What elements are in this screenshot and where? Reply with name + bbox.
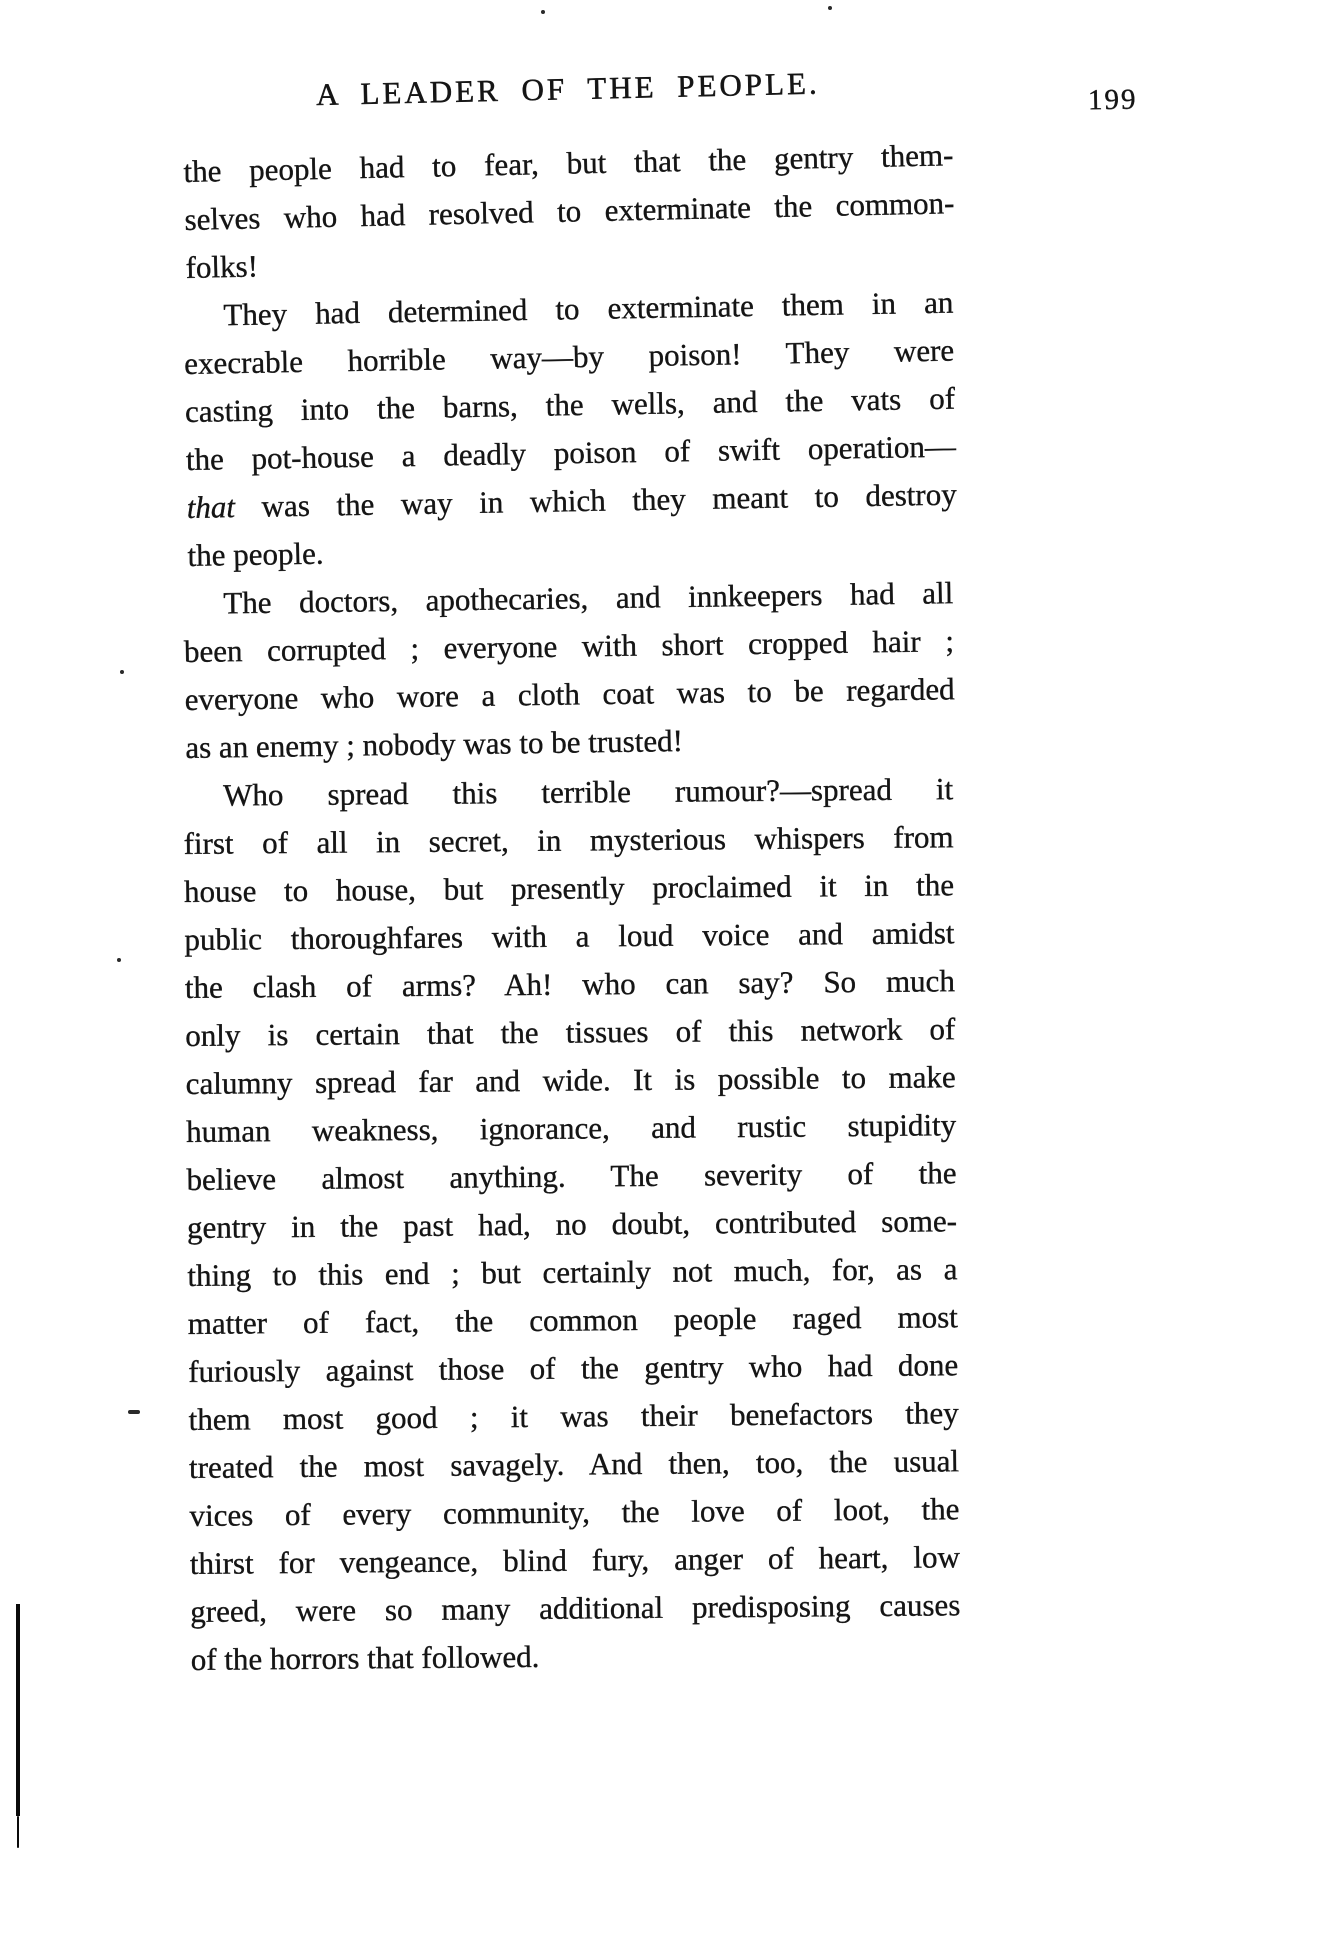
- text-line: [185, 1005, 955, 1060]
- text-segment: greed, were so many additional predisposing causes: [190, 1587, 961, 1629]
- text-segment: everyone who wore a cloth coat was to be regarded: [184, 671, 955, 717]
- text-segment: The doctors, apothecaries, and innkeepers had all: [223, 575, 954, 621]
- scan-speck: [828, 6, 832, 10]
- text-line: [186, 1053, 956, 1108]
- text-segment: matter of fact, the common people raged most: [187, 1299, 958, 1341]
- text-line: [186, 1149, 956, 1204]
- text-segment: Who spread this terrible rumour?—spread it: [223, 771, 954, 813]
- italic-text: that: [186, 489, 236, 525]
- text-segment: vices of every community, the love of loot, the: [189, 1491, 960, 1533]
- scan-speck: [541, 10, 545, 14]
- scan-speck: [128, 1410, 140, 1414]
- text-line: [185, 713, 956, 772]
- text-segment: the pot-house a deadly poison of swift operation—: [185, 428, 957, 477]
- text-segment: thing to this end ; but certainly not much, for, as a: [187, 1251, 958, 1293]
- scan-speck: [117, 958, 121, 962]
- scan-artifact-line-tail: [17, 1816, 19, 1848]
- text-line: [189, 1437, 959, 1492]
- text-line: [191, 1629, 961, 1684]
- text-segment: calumny spread far and wide. It is possible to make: [185, 1059, 956, 1101]
- text-line: [187, 1245, 957, 1300]
- text-segment: was the way in which they meant to destroy: [234, 476, 957, 525]
- text-line: [188, 1341, 958, 1396]
- text-line: [183, 765, 953, 820]
- text-segment: thirst for vengeance, blind fury, anger of heart, low: [189, 1539, 961, 1581]
- page-header: [183, 61, 954, 118]
- text-segment: public thoroughfares with a loud voice and amidst: [184, 915, 955, 957]
- text-block: [183, 137, 961, 1684]
- text-segment: first of all in secret, in mysterious whispers from: [183, 819, 954, 861]
- text-segment: of the horrors that followed.: [190, 1638, 540, 1677]
- text-segment: casting into the barns, the wells, and the vats of: [184, 380, 956, 429]
- text-segment: selves who had resolved to exterminate the common-: [184, 185, 955, 237]
- scan-speck: [120, 670, 124, 674]
- text-segment: the people had to fear, but that the gentry them-: [183, 137, 954, 189]
- text-segment: They had determined to exterminate them in an: [223, 284, 954, 333]
- running-title: A LEADER OF THE PEOPLE.: [315, 65, 821, 112]
- scan-artifact-line: [16, 1604, 20, 1816]
- text-line: [188, 1293, 958, 1348]
- paragraph: [183, 279, 958, 580]
- text-line: [187, 1197, 957, 1252]
- text-line: [183, 813, 953, 868]
- text-segment: only is certain that the tissues of this network of: [185, 1011, 956, 1053]
- page-number: 199: [1087, 83, 1138, 117]
- paragraph: [183, 131, 956, 292]
- text-segment: been corrupted ; everyone with short cropped hair ;: [183, 623, 955, 669]
- text-line: [190, 1581, 960, 1636]
- text-segment: gentry in the past had, no doubt, contributed some-: [186, 1203, 958, 1245]
- text-segment: the clash of arms? Ah! who can say? So much: [184, 963, 956, 1005]
- text-line: [190, 1533, 960, 1588]
- text-segment: house to house, but presently proclaimed it in the: [183, 867, 955, 909]
- text-line: [184, 909, 954, 964]
- text-segment: folks!: [185, 248, 259, 285]
- text-line: [188, 1389, 958, 1444]
- paragraph: [183, 569, 956, 772]
- text-line: [186, 1101, 956, 1156]
- text-segment: them most good ; it was their benefactors they: [188, 1395, 959, 1437]
- text-segment: furiously against those of the gentry who had done: [188, 1347, 959, 1389]
- text-segment: human weakness, ignorance, and rustic stupidity: [185, 1107, 957, 1149]
- text-line: [184, 861, 954, 916]
- paragraph: [183, 765, 961, 1684]
- text-segment: treated the most savagely. And then, too, the usual: [188, 1443, 960, 1485]
- text-segment: as an enemy ; nobody was to be trusted!: [185, 723, 684, 765]
- text-segment: execrable horrible way—by poison! They were: [183, 332, 955, 381]
- text-segment: the people.: [187, 535, 324, 573]
- text-line: [185, 957, 955, 1012]
- text-segment: believe almost anything. The severity of the: [186, 1155, 957, 1197]
- text-line: [189, 1485, 959, 1540]
